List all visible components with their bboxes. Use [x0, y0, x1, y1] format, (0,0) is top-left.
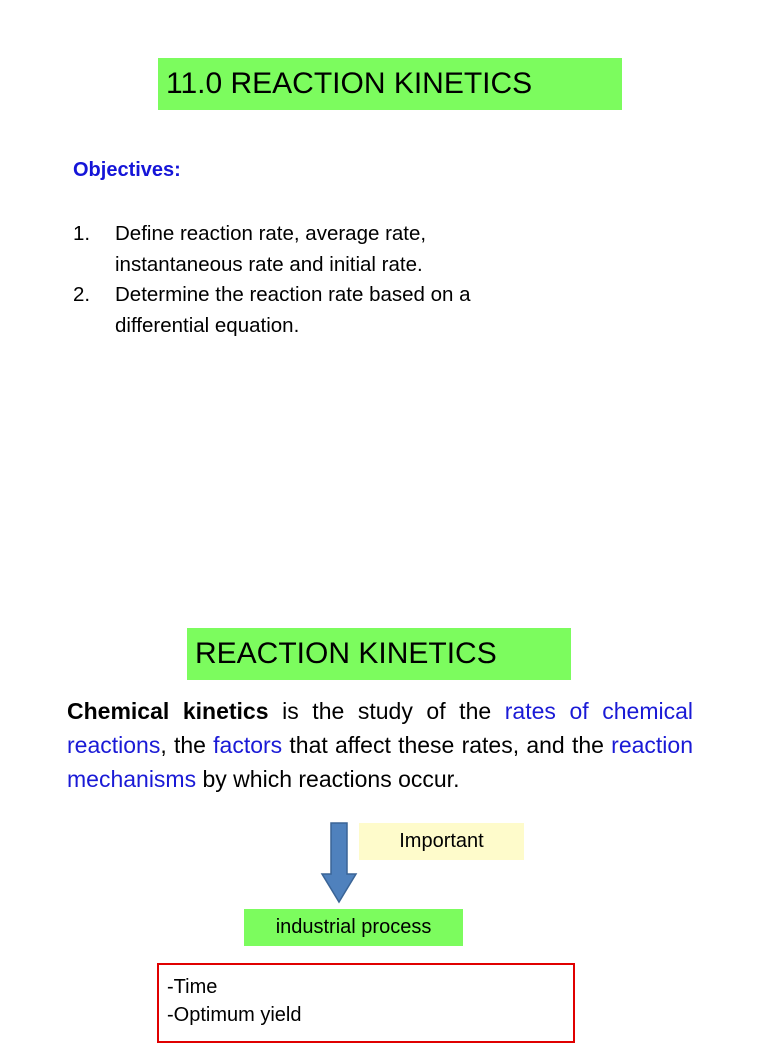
definition-term: Chemical kinetics	[67, 698, 269, 724]
definition-text: is the study of the	[268, 698, 505, 724]
list-item: -Time	[167, 976, 218, 998]
definition-text: , the	[160, 732, 214, 758]
objective-line: differential equation.	[115, 314, 300, 337]
objective-line: Determine the reaction rate based on a	[115, 283, 471, 306]
highlight-factors: factors	[213, 732, 283, 758]
definition-paragraph	[67, 694, 693, 796]
slide1-title: 11.0 REACTION KINETICS	[158, 58, 622, 110]
down-arrow-icon	[320, 822, 358, 904]
highlight-mechanisms: reaction mechanisms	[67, 732, 693, 792]
industrial-process-label: industrial process	[244, 909, 463, 946]
definition-text: by which reactions occur.	[196, 766, 460, 792]
objective-number: 2.	[73, 283, 91, 306]
objective-line: instantaneous rate and initial rate.	[115, 253, 423, 276]
factors-list-box	[157, 963, 575, 1043]
important-label: Important	[359, 823, 524, 860]
objective-item	[73, 279, 471, 341]
highlight-rates: rates of chemical reactions	[67, 698, 693, 758]
list-item: -Optimum yield	[167, 1004, 302, 1026]
slide2-title: REACTION KINETICS	[187, 628, 571, 680]
objective-item	[73, 218, 426, 280]
objectives-heading: Objectives:	[73, 159, 181, 181]
objective-line: Define reaction rate, average rate,	[115, 222, 427, 245]
objective-number: 1.	[73, 222, 91, 245]
definition-text: that affect these rates, and the	[282, 732, 612, 758]
